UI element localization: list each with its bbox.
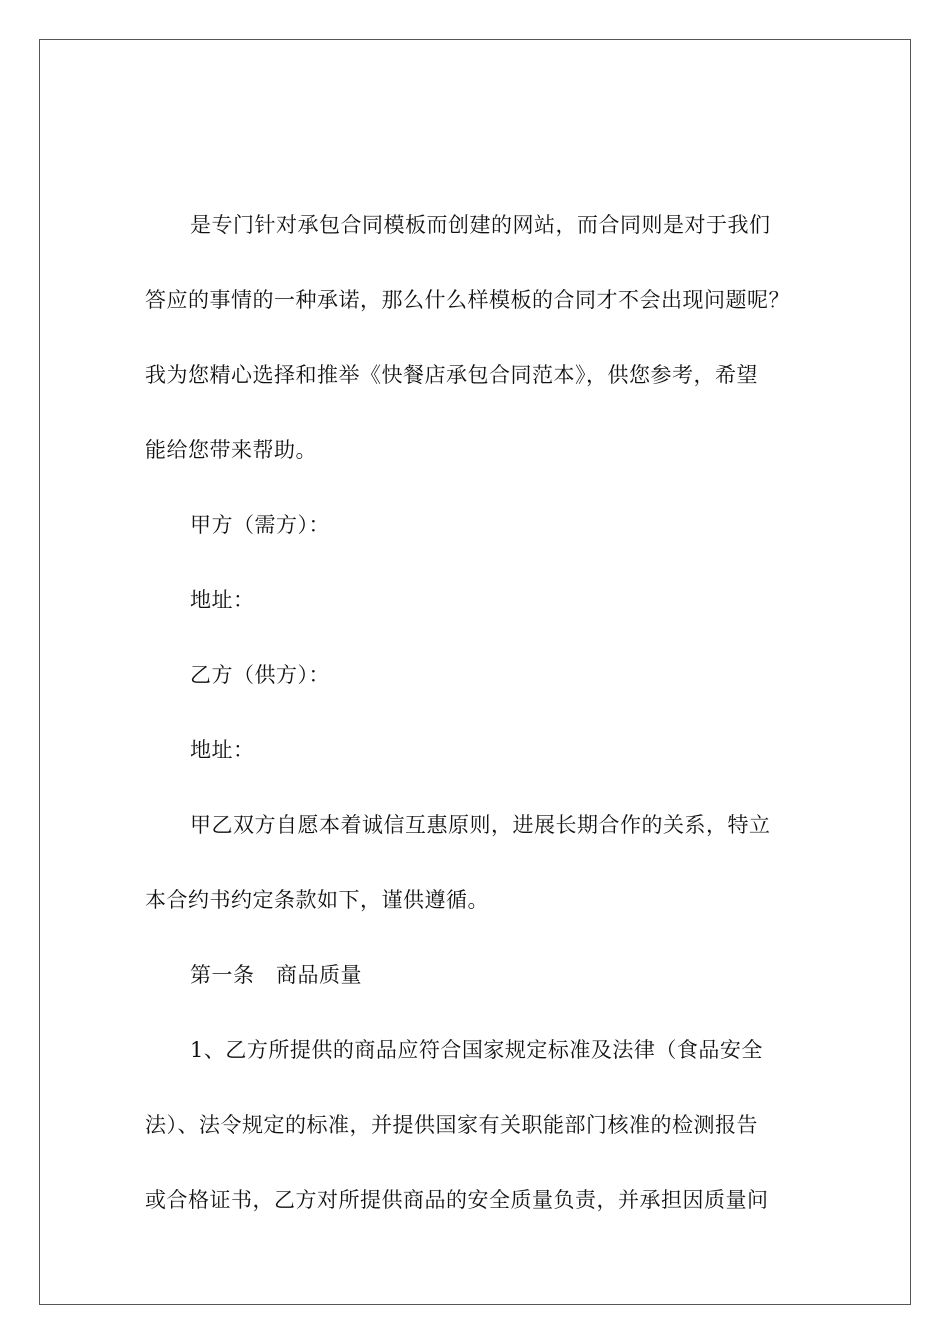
party-a-label: 甲方（需方）： bbox=[190, 513, 330, 537]
clause-1-line-3: 或合格证书，乙方对所提供商品的安全质量负责，并承担因质量问 bbox=[145, 1188, 769, 1212]
paragraph-intro-line-3: 我为您精心选择和推举《快餐店承包合同范本》，供您参考，希望 bbox=[145, 363, 758, 387]
clause-1-line-2: 法）、法令规定的标准，并提供国家有关职能部门核准的检测报告 bbox=[145, 1113, 758, 1137]
paragraph-intro-line-1: 是专门针对承包合同模板而创建的网站，而合同则是对于我们 bbox=[190, 213, 771, 237]
article-1-heading: 第一条 商品质量 bbox=[190, 963, 362, 987]
paragraph-intro-line-2: 答应的事情的一种承诺，那么什么样模板的合同才不会出现问题呢？ bbox=[145, 288, 790, 312]
paragraph-agreement-line-1: 甲乙双方自愿本着诚信互惠原则，进展长期合作的关系，特立 bbox=[190, 813, 771, 837]
paragraph-intro-line-4: 能给您带来帮助。 bbox=[145, 438, 317, 462]
clause-1-line-1: 1、乙方所提供的商品应符合国家规定标准及法律（食品安全 bbox=[190, 1038, 763, 1062]
party-b-address-label: 地址： bbox=[190, 738, 255, 762]
party-a-address-label: 地址： bbox=[190, 588, 255, 612]
paragraph-agreement-line-2: 本合约书约定条款如下，谨供遵循。 bbox=[145, 888, 489, 912]
party-b-label: 乙方（供方）： bbox=[190, 663, 330, 687]
